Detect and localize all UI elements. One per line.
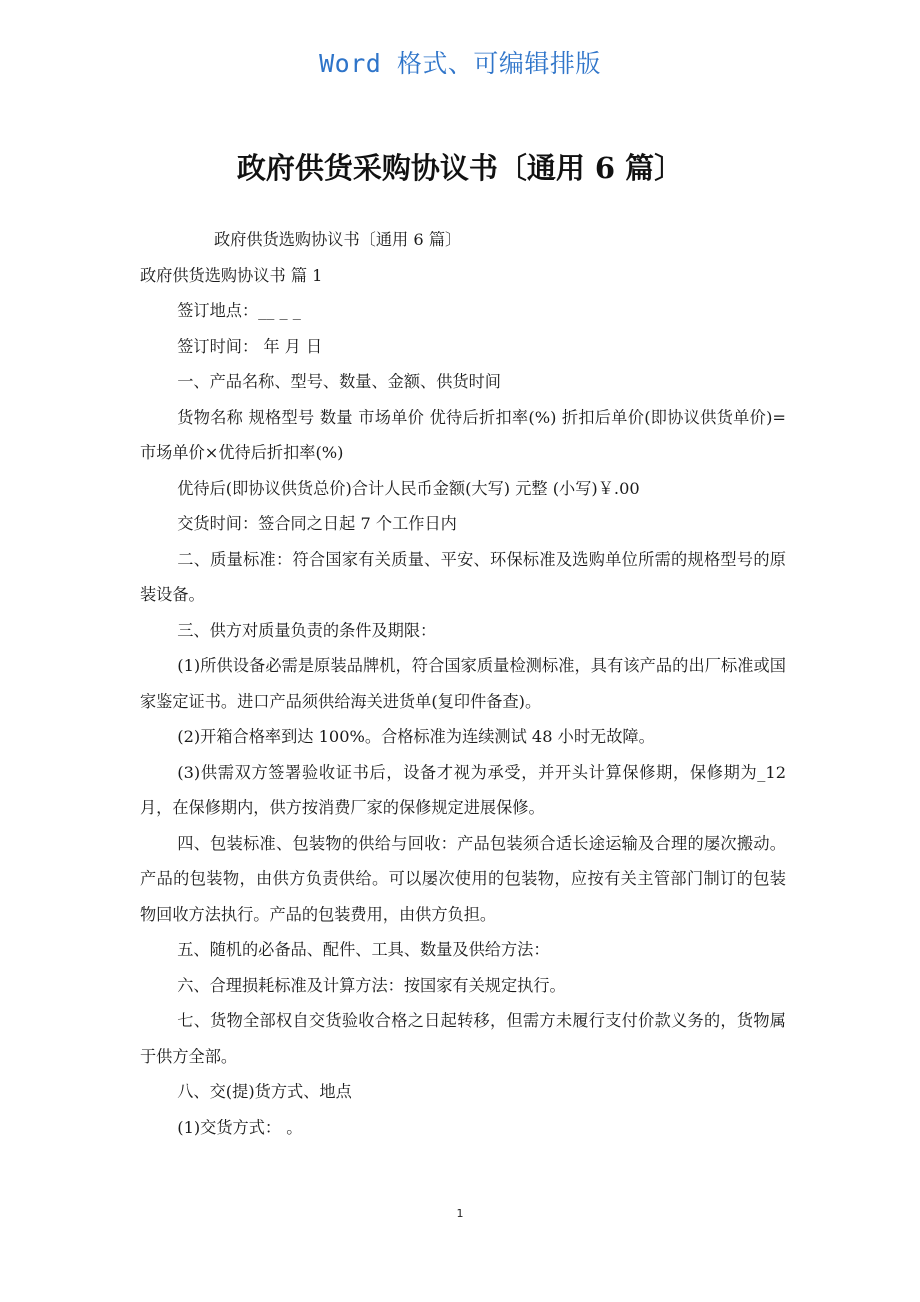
section-heading: 政府供货选购协议书 篇 1 <box>140 265 323 285</box>
clause-8-item-1: (1)交货方式： 。 <box>177 1117 303 1137</box>
goods-columns: 货物名称 规格型号 数量 市场单价 优待后折扣率(%) 折扣后单价(即协议供货单价)=市场单价×优待后折扣率(%) <box>140 407 786 462</box>
clause-3-heading: 三、供方对质量负责的条件及期限： <box>177 620 437 640</box>
clause-3-item-3: (3)供需双方签署验收证书后，设备才视为承受，并开头计算保修期，保修期为_12 月，在保修期内，供方按消费厂家的保修规定进展保修。 <box>140 762 786 817</box>
clause-3-item-2: (2)开箱合格率到达 100%。合格标准为连续测试 48 小时无故障。 <box>177 727 655 746</box>
signing-time: 签订时间： 年 月 日 <box>177 336 323 356</box>
document-body <box>140 222 786 1145</box>
document-header: Word 格式、可编辑排版 <box>319 49 601 78</box>
clause-2-quality: 二、质量标准：符合国家有关质量、平安、环保标准及选购单位所需的规格型号的原装设备。 <box>140 549 786 604</box>
clause-8-heading: 八、交(提)货方式、地点 <box>177 1082 352 1101</box>
document-title: 政府供货采购协议书〔通用 6 篇〕 <box>236 151 684 185</box>
total-price: 优待后(即协议供货总价)合计人民币金额(大写) 元整 (小写)￥.00 <box>177 478 640 498</box>
clause-1-heading: 一、产品名称、型号、数量、金额、供货时间 <box>177 372 501 391</box>
delivery-time: 交货时间：签合同之日起 7 个工作日内 <box>177 514 457 533</box>
signing-place: 签订地点：__ _ _ <box>177 301 301 320</box>
clause-6-loss: 六、合理损耗标准及计算方法：按国家有关规定执行。 <box>177 975 566 995</box>
clause-5-accessories: 五、随机的必备品、配件、工具、数量及供给方法： <box>177 940 550 959</box>
clause-3-item-1: (1)所供设备必需是原装品牌机，符合国家质量检测标准，具有该产品的出厂标准或国家鉴定证书。进口产品须供给海关进货单(复印件备查)。 <box>140 656 786 711</box>
subtitle-line: 政府供货选购协议书〔通用 6 篇〕 <box>214 230 462 249</box>
clause-4-packaging: 四、包装标准、包装物的供给与回收：产品包装须合适长途运输及合理的屡次搬动。产品的包装物，由供方负责供给。可以屡次使用的包装物，应按有关主管部门制订的包装物回收方法执行。产品的包装费用，由供方负担。 <box>140 833 786 924</box>
clause-7-ownership: 七、货物全部权自交货验收合格之日起转移，但需方未履行支付价款义务的，货物属于供方全部。 <box>140 1011 786 1066</box>
page-number: 1 <box>456 1207 464 1220</box>
